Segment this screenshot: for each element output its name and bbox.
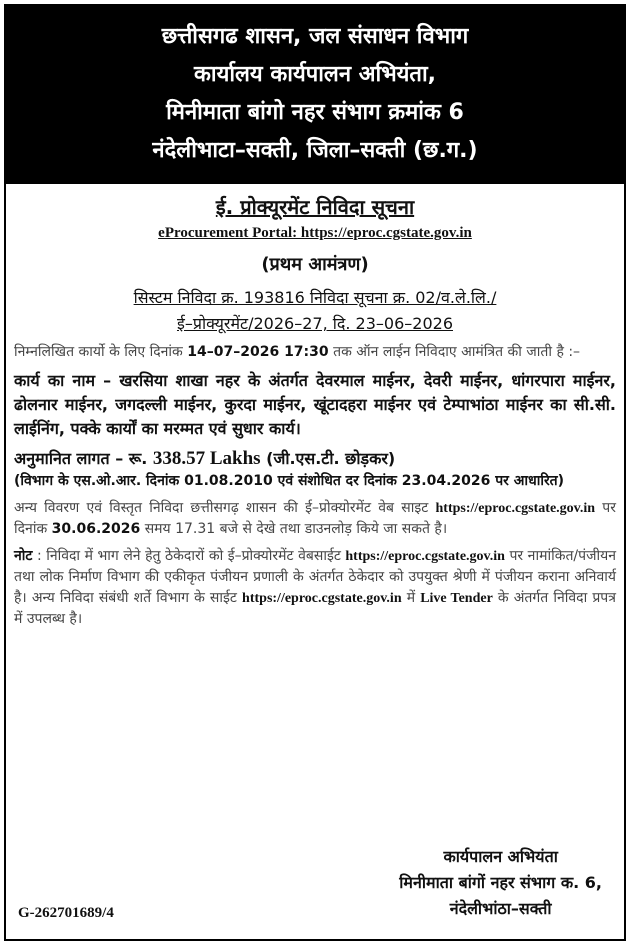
notice-title: ई. प्रोक्यूरमेंट निविदा सूचना xyxy=(215,195,415,219)
note-url-2: https://eproc.cgstate.gov.in xyxy=(242,591,402,606)
cost-line xyxy=(6,447,624,471)
header-line-3: मिनीमाता बांगो नहर संभाग क्रमांक 6 xyxy=(166,100,464,125)
signature-line-2: मिनीमाता बांगों नहर संभाग क. 6, xyxy=(399,873,602,892)
cost-amount: 338.57 Lakhs xyxy=(152,448,261,469)
note-url-1: https://eproc.cgstate.gov.in xyxy=(345,549,505,564)
intro-text-b: तक ऑन लाईन निविदाए आमंत्रित की जाती है :– xyxy=(328,344,581,360)
system-tender-line-1: सिस्टम निविदा क्र. 193816 निविदा सूचना क्र. 02/व.ले.लि./ xyxy=(133,288,497,307)
notice-header xyxy=(6,6,624,184)
intro-text-a: निम्नलिखित कार्यो के लिए दिनांक xyxy=(14,344,188,360)
details-text-b: पर दिनांक xyxy=(14,500,616,537)
note-text-d: के अंतर्गत निविदा प्रपत्र में उपलब्ध है। xyxy=(14,590,616,627)
header-line-2: कार्यालय कार्यपालन अभियंता, xyxy=(193,62,437,87)
intro-date: 14–07–2026 17:30 xyxy=(187,344,329,360)
signature-line-3: नंदेलीभांठा–सक्ती xyxy=(449,899,552,918)
cost-suffix: (जी.एस.टी. छोड़कर) xyxy=(260,449,396,468)
note-text-c: में xyxy=(401,590,421,606)
note-paragraph xyxy=(6,546,624,630)
details-text-c: समय 17.31 बजे से देखे तथा डाउनलोड़ किये जा सकते है। xyxy=(140,521,448,537)
system-tender-line-2: ई–प्रोक्यूरमेंट/2026–27, दि. 23–06–2026 xyxy=(176,314,453,333)
tender-notice xyxy=(4,4,626,941)
portal-line: eProcurement Portal: https://eproc.cgstate.gov.in xyxy=(158,225,472,241)
details-url: https://eproc.cgstate.gov.in xyxy=(435,501,596,516)
header-line-1: छत्तीसगढ शासन, जल संसाधन विभाग xyxy=(161,24,469,49)
header-line-4: नंदेलीभाटा–सक्ती, जिला–सक्ती (छ.ग.) xyxy=(152,138,478,163)
note-text-a: : निविदा में भाग लेने हेतु ठेकेदारों को ई–प्रोक्योरमेंट वेबसाईट xyxy=(32,548,346,564)
details-paragraph xyxy=(6,498,624,540)
note-live-tender: Live Tender xyxy=(420,591,493,606)
intro-paragraph xyxy=(6,342,624,363)
details-date: 30.06.2026 xyxy=(51,521,141,537)
signature-line-1: कार्यपालन अभियंता xyxy=(443,847,558,866)
invitation-label: (प्रथम आमंत्रण) xyxy=(261,254,369,275)
details-text-a: अन्य विवरण एवं विस्तृत निविदा छत्तीसगढ़ शासन की ई–प्रोक्योरमेंट वेब साइट xyxy=(14,500,436,516)
work-paragraph xyxy=(6,369,624,441)
cost-label: अनुमानित लागत – रू. xyxy=(14,449,153,468)
reference-number: G-262701689/4 xyxy=(18,905,114,921)
cost-basis: (विभाग के एस.ओ.आर. दिनांक 01.08.2010 एवं संशोधित दर दिनांक 23.04.2026 पर आधारित) xyxy=(14,473,565,489)
note-text-b: पर नामांकित/पंजीयन तथा लोक निर्माण विभाग की एकीकृत पंजीयन प्रणाली के अंतर्गत ठेकेदार को उपयुक्त श्रेणी में पंजीयन कराना अनिवार्य है। अन्य निविदा संबंधी शर्ते विभाग के साईट xyxy=(14,548,616,606)
work-text: खरसिया शाखा नहर के अंतर्गत देवरमाल माईनर, देवरी माईनर, धांगरपारा माईनर, ढोलनार माईनर, जगदल्ली माईनर, कुरदा माईनर, खूंटादहरा माईनर एवं टेम्पाभांठा माईनर का सी.सी. लाईनिंग, पक्के कार्यों का मरम्मत एवं सुधार कार्य। xyxy=(14,371,616,438)
note-label: नोट xyxy=(14,548,33,564)
signature-block xyxy=(399,844,602,922)
work-label: कार्य का नाम – xyxy=(14,371,120,390)
